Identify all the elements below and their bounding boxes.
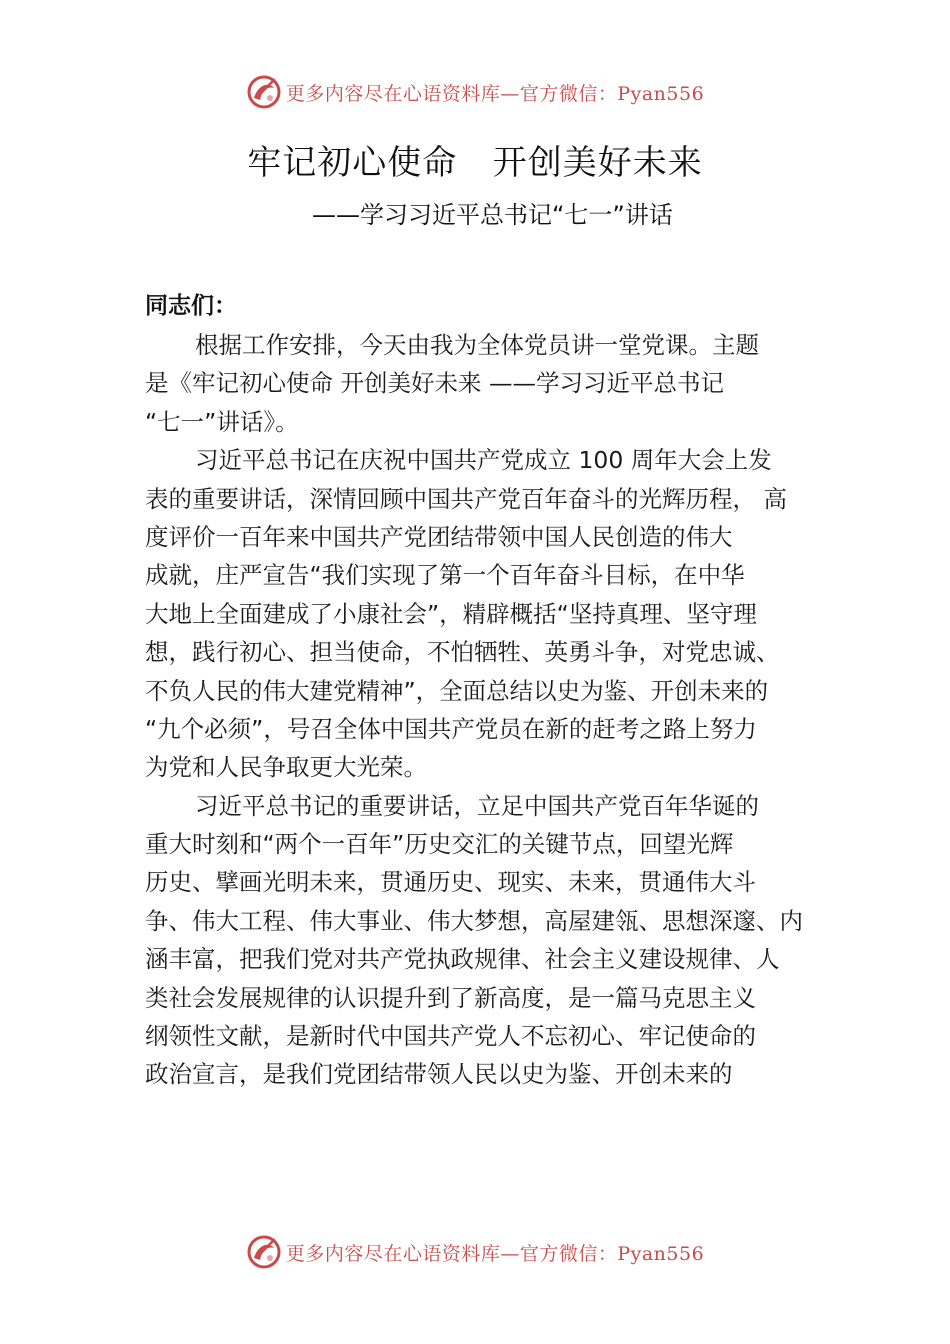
red-swirl-logo-icon [246, 1234, 282, 1270]
paragraph-line: 想，践行初心、担当使命，不怕牺牲、英勇斗争，对党忠诚、 [145, 638, 780, 667]
paragraph-line: 为党和人民争取更大光荣。 [145, 753, 427, 782]
paragraph-line: 成就，庄严宣告“我们实现了第一个百年奋斗目标，在中华 [145, 561, 745, 590]
paragraph-line: 纲领性文献，是新时代中国共产党人不忘初心、牢记使命的 [145, 1022, 756, 1051]
paragraph-line: 历史、擘画光明未来，贯通历史、现实、未来，贯通伟大斗 [145, 868, 756, 897]
header-watermark-text: 更多内容尽在心语资料库—官方微信：Pyan556 [285, 82, 705, 105]
footer-watermark-text: 更多内容尽在心语资料库—官方微信：Pyan556 [285, 1242, 705, 1265]
paragraph-line: “九个必须”，号召全体中国共产党员在新的赶考之路上努力 [145, 714, 757, 743]
header-watermark-banner [0, 72, 950, 112]
paragraph-line: 政治宣言，是我们党团结带领人民以史为鉴、开创未来的 [145, 1060, 733, 1089]
paragraph-line: 类社会发展规律的认识提升到了新高度，是一篇马克思主义 [145, 983, 756, 1012]
body-text [145, 326, 817, 1094]
paragraph-line: 大地上全面建成了小康社会”，精辟概括“坚持真理、坚守理 [145, 599, 757, 628]
greeting: 同志们： [145, 293, 237, 319]
paragraph-line: 根据工作安排，今天由我为全体党员讲一堂党课。主题 [195, 331, 759, 359]
footer-watermark-banner [0, 1232, 950, 1272]
paragraph-line: 涵丰富，把我们党对共产党执政规律、社会主义建设规律、人 [145, 945, 780, 974]
paragraph-line: 争、伟大工程、伟大事业、伟大梦想，高屋建瓴、思想深邃、内 [145, 906, 803, 935]
paragraph-line: 习近平总书记在庆祝中国共产党成立 100 周年大会上发 [195, 446, 772, 475]
page-subtitle: ——学习习近平总书记“七一”讲话 [312, 201, 673, 229]
paragraph-line: 表的重要讲话，深情回顾中国共产党百年奋斗的光辉历程， 高 [145, 484, 787, 513]
paragraph-line: 习近平总书记的重要讲话，立足中国共产党百年华诞的 [195, 791, 759, 820]
paragraph-line: 度评价一百年来中国共产党团结带领中国人民创造的伟大 [145, 522, 733, 551]
paragraph-line: “七一”讲话》。 [145, 407, 299, 436]
red-swirl-logo-icon [246, 74, 282, 110]
paragraph-line: 不负人民的伟大建党精神”，全面总结以史为鉴、开创未来的 [145, 676, 769, 705]
paragraph-line: 重大时刻和“两个一百年”历史交汇的关键节点，回望光辉 [145, 830, 734, 859]
page-title: 牢记初心使命 开创美好未来 [247, 143, 703, 183]
paragraph-line: 是《牢记初心使命 开创美好未来 ——学习习近平总书记 [145, 369, 724, 398]
